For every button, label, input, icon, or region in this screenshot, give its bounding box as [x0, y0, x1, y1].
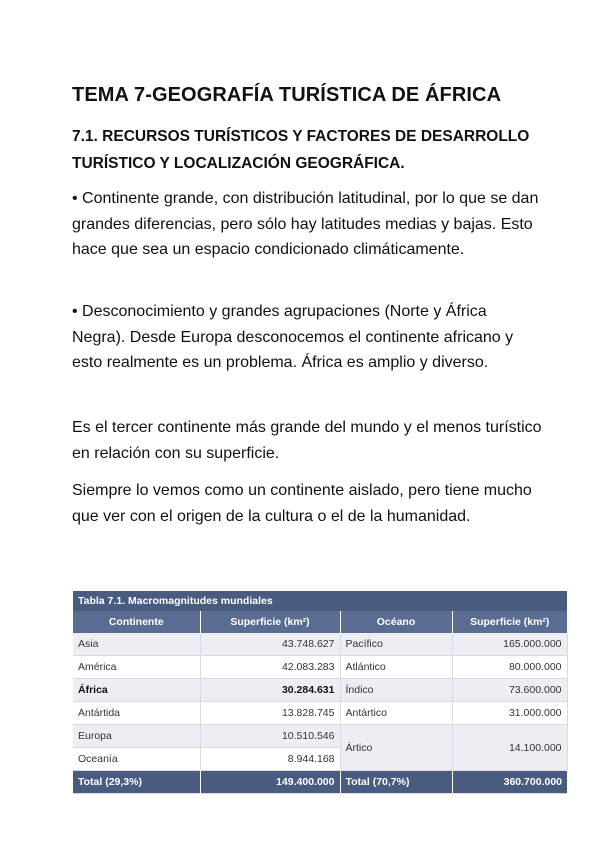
table-row	[73, 702, 567, 725]
header-continent: Continente	[73, 611, 200, 633]
table-row	[73, 679, 567, 702]
section-heading: 7.1. RECURSOS TURÍSTICOS Y FACTORES DE DESARROLLO TURÍSTICO Y LOCALIZACIÓN GEOGRÁFICA.	[72, 128, 530, 172]
continents-total-label: Total (29,3%)	[73, 771, 200, 794]
ocean-area: 73.600.000	[452, 679, 567, 702]
continent-area: 43.748.627	[200, 633, 340, 656]
continent-area: 13.828.745	[200, 702, 340, 725]
ocean-area: 31.000.000	[452, 702, 567, 725]
paragraph-continent-size: • Continente grande, con distribución latitudinal, por lo que se dan grandes diferencias, pero sólo hay latitudes medias y bajas. Esto hace que sea un espacio condicionado climáticamente.	[72, 190, 539, 258]
table-row	[73, 633, 567, 656]
continents-total-area: 149.400.000	[200, 771, 340, 794]
header-ocean-area: Superficie (km²)	[452, 611, 567, 633]
ocean-name: Pacífico	[340, 633, 452, 656]
macromagnitudes-table	[73, 591, 567, 794]
ocean-area: 14.100.000	[452, 725, 567, 771]
continent-name: África	[73, 679, 200, 702]
paragraph-unknown: • Desconocimiento y grandes agrupaciones (Norte y África Negra). Desde Europa desconocemos el continente africano y esto realmente es un problema. África es amplio y diverso.	[72, 303, 514, 371]
header-ocean: Océano	[340, 611, 452, 633]
continent-area: 30.284.631	[200, 679, 340, 702]
continent-name: Antártida	[73, 702, 200, 725]
ocean-name: Antártico	[340, 702, 452, 725]
continent-area: 8.944.168	[200, 748, 340, 771]
ocean-name: Índico	[340, 679, 452, 702]
table-row	[73, 725, 567, 748]
continent-name: América	[73, 656, 200, 679]
page-title: TEMA 7-GEOGRAFÍA TURÍSTICA DE ÁFRICA	[72, 84, 502, 106]
total-row	[73, 771, 567, 794]
oceans-total-label: Total (70,7%)	[340, 771, 452, 794]
ocean-area: 165.000.000	[452, 633, 567, 656]
oceans-total-area: 360.700.000	[452, 771, 567, 794]
ocean-area: 80.000.000	[452, 656, 567, 679]
continent-name: Asia	[73, 633, 200, 656]
continent-name: Oceanía	[73, 748, 200, 771]
continent-area: 42.083.283	[200, 656, 340, 679]
header-continent-area: Superficie (km²)	[200, 611, 340, 633]
paragraph-third-continent: Es el tercer continente más grande del mundo y el menos turístico en relación con su superficie.	[72, 419, 542, 462]
paragraph-isolated: Siempre lo vemos como un continente aislado, pero tiene mucho que ver con el origen de la cultura o el de la humanidad.	[72, 482, 532, 525]
ocean-name: Ártico	[340, 725, 452, 771]
table-caption: Tabla 7.1. Macromagnitudes mundiales	[73, 591, 567, 611]
continent-name: Europa	[73, 725, 200, 748]
ocean-name: Atlántico	[340, 656, 452, 679]
table-row	[73, 656, 567, 679]
continent-area: 10.510.546	[200, 725, 340, 748]
